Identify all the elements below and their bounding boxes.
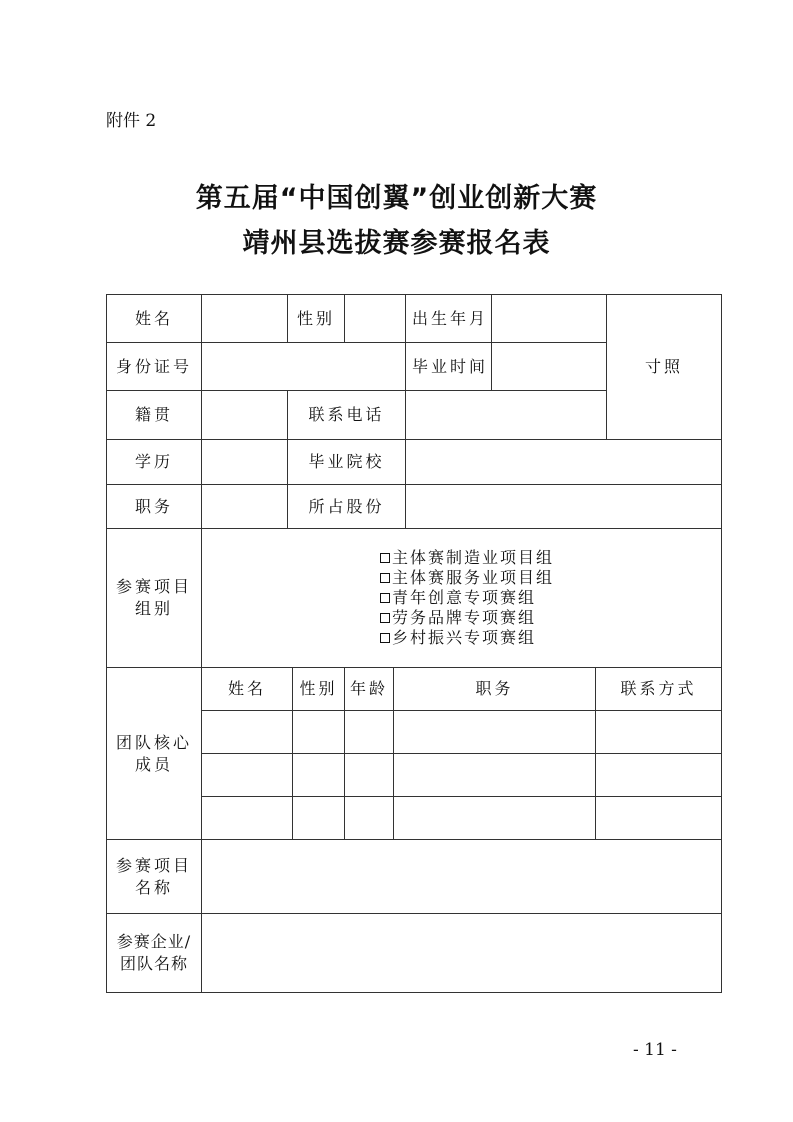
team-cell[interactable] — [393, 753, 596, 797]
field-gender[interactable] — [344, 294, 406, 343]
checkbox-icon[interactable] — [380, 573, 390, 583]
group-option-label: 乡村振兴专项赛组 — [392, 628, 537, 647]
team-cell[interactable] — [344, 796, 394, 840]
team-cell[interactable] — [595, 796, 722, 840]
team-cell[interactable] — [201, 710, 293, 754]
team-header-age: 年龄 — [344, 667, 394, 711]
team-cell[interactable] — [201, 753, 293, 797]
checkbox-icon[interactable] — [380, 593, 390, 603]
team-cell[interactable] — [344, 753, 394, 797]
label-project-group-line1: 参赛项目 — [115, 577, 192, 596]
group-option[interactable] — [380, 548, 554, 568]
label-school: 毕业院校 — [287, 439, 406, 485]
field-shares[interactable] — [405, 484, 722, 529]
label-hometown: 籍贯 — [106, 390, 202, 440]
checkbox-icon[interactable] — [380, 613, 390, 623]
photo-box[interactable]: 寸照 — [606, 294, 722, 440]
team-cell[interactable] — [292, 710, 345, 754]
page-number: - 11 - — [633, 1040, 677, 1060]
label-shares: 所占股份 — [287, 484, 406, 529]
team-header-contact: 联系方式 — [595, 667, 722, 711]
checkbox-icon[interactable] — [380, 633, 390, 643]
field-company[interactable] — [201, 913, 722, 993]
group-option-label: 劳务品牌专项赛组 — [392, 608, 537, 627]
team-cell[interactable] — [393, 710, 596, 754]
group-option[interactable] — [380, 588, 536, 608]
team-cell[interactable] — [201, 796, 293, 840]
label-company — [106, 913, 202, 993]
label-id-number: 身份证号 — [106, 342, 202, 391]
label-company-line1: 参赛企业/ — [116, 932, 192, 951]
field-hometown[interactable] — [201, 390, 288, 440]
field-id-number[interactable] — [201, 342, 406, 391]
label-grad-time: 毕业时间 — [405, 342, 492, 391]
field-position[interactable] — [201, 484, 288, 529]
field-grad-time[interactable] — [491, 342, 607, 391]
field-education[interactable] — [201, 439, 288, 485]
label-phone: 联系电话 — [287, 390, 406, 440]
group-option-label: 青年创意专项赛组 — [392, 588, 537, 607]
registration-form — [106, 294, 722, 993]
checkbox-icon[interactable] — [380, 553, 390, 563]
group-option[interactable] — [380, 628, 536, 648]
label-team-line1: 团队核心 — [115, 732, 192, 752]
group-option[interactable] — [380, 608, 536, 628]
label-gender: 性别 — [287, 294, 345, 343]
team-header-name: 姓名 — [201, 667, 293, 711]
team-cell[interactable] — [393, 796, 596, 840]
title-line-1: 第五届“中国创翼”创业创新大赛 — [195, 183, 598, 214]
group-options — [201, 528, 722, 668]
field-phone[interactable] — [405, 390, 607, 440]
field-project-name[interactable] — [201, 839, 722, 914]
attachment-label: 附件 2 — [106, 111, 157, 131]
label-company-line2: 团队名称 — [119, 954, 188, 973]
label-project-group-line2: 组别 — [134, 599, 173, 618]
label-education: 学历 — [106, 439, 202, 485]
group-option-label: 主体赛制造业项目组 — [392, 548, 555, 567]
label-team-line2: 成员 — [134, 754, 173, 774]
team-cell[interactable] — [595, 710, 722, 754]
label-project-group — [106, 528, 202, 668]
group-option-label: 主体赛服务业项目组 — [392, 568, 555, 587]
field-school[interactable] — [405, 439, 722, 485]
label-project-name-line2: 名称 — [134, 877, 173, 897]
team-cell[interactable] — [344, 710, 394, 754]
label-birth: 出生年月 — [405, 294, 492, 343]
title-line-2: 靖州县选拔赛参赛报名表 — [242, 228, 551, 259]
label-project-name — [106, 839, 202, 914]
label-position: 职务 — [106, 484, 202, 529]
label-team — [106, 667, 202, 840]
field-name[interactable] — [201, 294, 288, 343]
team-header-gender: 性别 — [292, 667, 345, 711]
field-birth[interactable] — [491, 294, 607, 343]
label-project-name-line1: 参赛项目 — [115, 855, 192, 875]
label-name: 姓名 — [106, 294, 202, 343]
team-cell[interactable] — [292, 753, 345, 797]
team-cell[interactable] — [595, 753, 722, 797]
team-cell[interactable] — [292, 796, 345, 840]
team-header-position: 职务 — [393, 667, 596, 711]
group-option[interactable] — [380, 568, 554, 588]
